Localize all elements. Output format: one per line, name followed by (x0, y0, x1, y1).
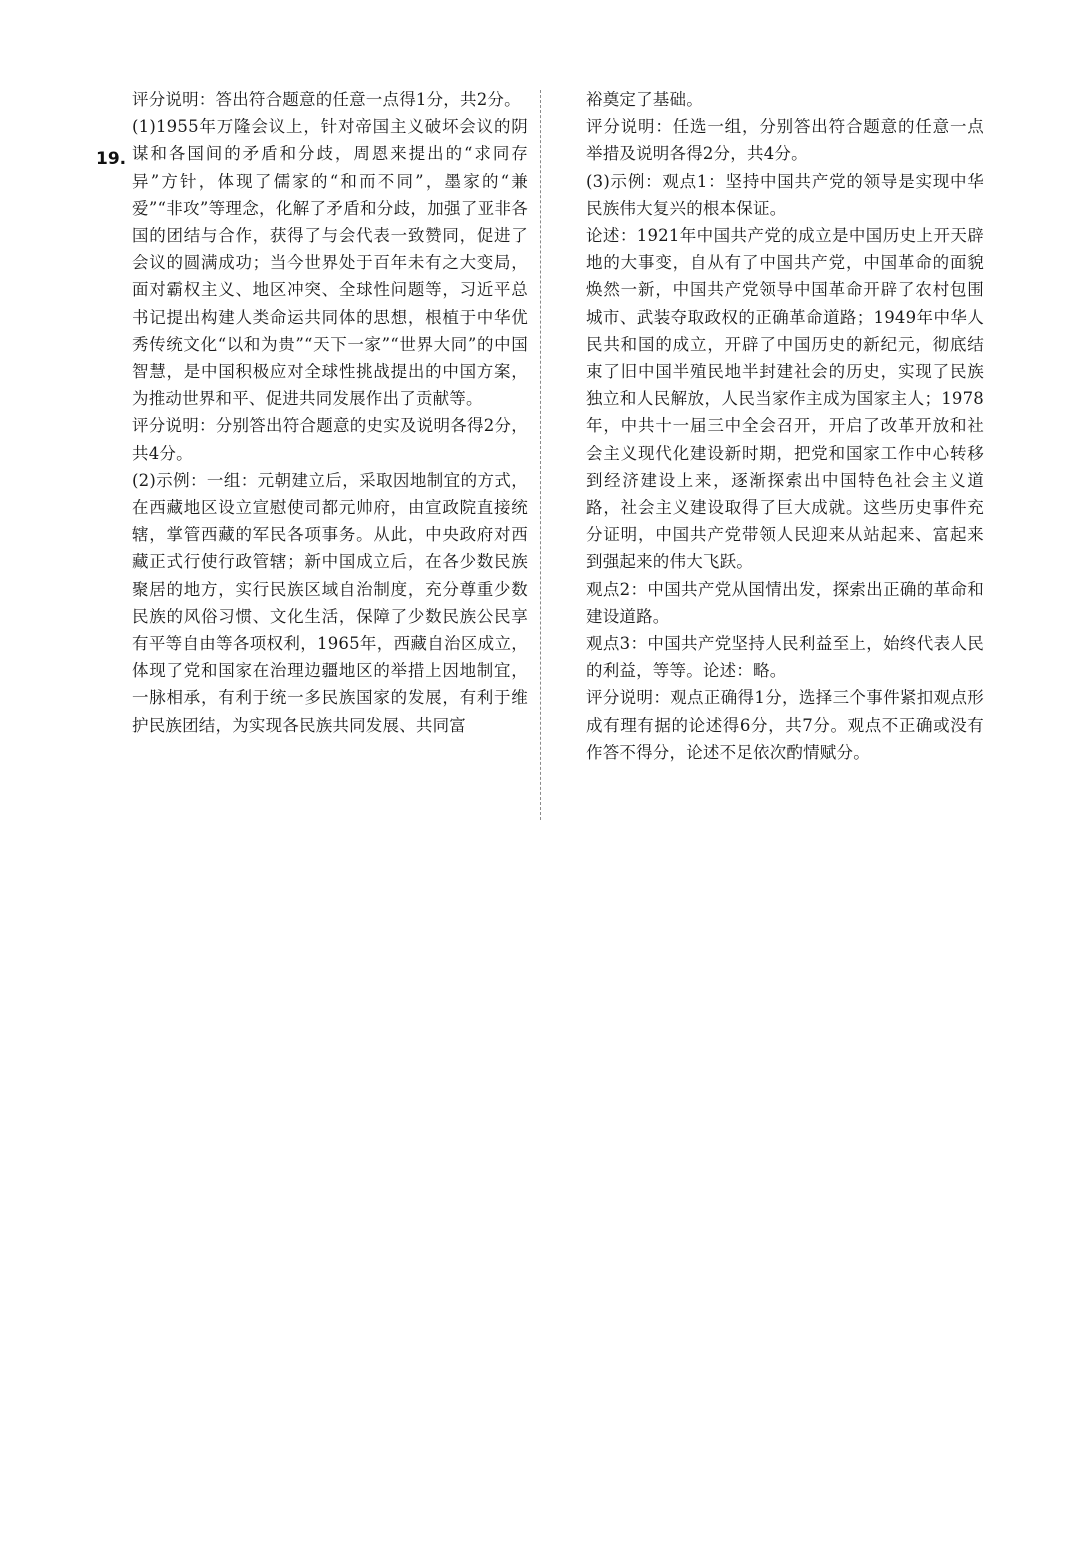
answer-part-1: (1)1955年万隆会议上，针对帝国主义破坏会议的阴谋和各国间的矛盾和分歧，周恩来提出的“求同存异”方针，体现了儒家的“和而不同”，墨家的“兼爱”“非攻”等理念，化解了矛盾和分歧，加强了亚非各国的团结与合作，获得了与会代表一致赞同，促进了会议的圆满成功；当今世界处于百年未有之大变局，面对霸权主义、地区冲突、全球性问题等，习近平总书记提出构建人类命运共同体的思想，根植于中华优秀传统文化“以和为贵”“天下一家”“世界大同”的中国智慧，是中国积极应对全球性挑战提出的中国方案，为推动世界和平、促进共同发展作出了贡献等。 (132, 117, 528, 409)
answer-part-3-viewpoint-2: 观点2：中国共产党从国情出发，探索出正确的革命和建设道路。 (586, 579, 984, 626)
answer-part-3-argument: 论述：1921年中国共产党的成立是中国历史上开天辟地的大事变，自从有了中国共产党，中国革命的面貌焕然一新，中国共产党领导中国革命开辟了农村包围城市、武装夺取政权的正确革命道路；1949年中华人民共和国的成立，开辟了中国历史的新纪元，彻底结束了旧中国半殖民地半封建社会的历史，实现了民族独立和人民解放，人民当家作主成为国家主人；1978年，中共十一届三中全会召开，开启了改革开放和社会主义现代化建设新时期，把党和国家工作中心转移到经济建设上来，逐渐探索出中国特色社会主义道路，社会主义建设取得了巨大成就。这些历史事件充分证明，中国共产党带领人民迎来从站起来、富起来到强起来的伟大飞跃。 (586, 226, 984, 572)
scoring-note: 评分说明：观点正确得1分，选择三个事件紧扣观点形成有理有据的论述得6分，共7分。观点不正确或没有作答不得分，论述不足依次酌情赋分。 (586, 688, 984, 762)
scoring-note: 评分说明：答出符合题意的任意一点得1分，共2分。 (132, 90, 521, 109)
answer-part-2-continued: 裕奠定了基础。 (586, 90, 703, 109)
right-column (586, 86, 984, 766)
answer-part-3-viewpoint-3: 观点3：中国共产党坚持人民利益至上，始终代表人民的利益，等等。论述：略。 (586, 634, 984, 681)
column-divider (540, 90, 541, 820)
answer-part-3-viewpoint-1: (3)示例：观点1：坚持中国共产党的领导是实现中华民族伟大复兴的根本保证。 (586, 171, 984, 218)
left-column (132, 86, 528, 739)
scoring-note: 评分说明：分别答出符合题意的史实及说明各得2分，共4分。 (132, 416, 528, 463)
answer-part-2: (2)示例：一组：元朝建立后，采取因地制宜的方式，在西藏地区设立宣慰使司都元帅府，由宣政院直接统辖，掌管西藏的军民各项事务。从此，中央政府对西藏正式行使行政管辖；新中国成立后，在各少数民族聚居的地方，实行民族区域自治制度，充分尊重少数民族的风俗习惯、文化生活，保障了少数民族公民享有平等自由等各项权利，1965年，西藏自治区成立，体现了党和国家在治理边疆地区的举措上因地制宜，一脉相承，有利于统一多民族国家的发展，有利于维护民族团结，为实现各民族共同发展、共同富 (132, 470, 528, 735)
scoring-note: 评分说明：任选一组，分别答出符合题意的任意一点举措及说明各得2分，共4分。 (586, 117, 984, 164)
question-number: 19. (96, 149, 127, 169)
